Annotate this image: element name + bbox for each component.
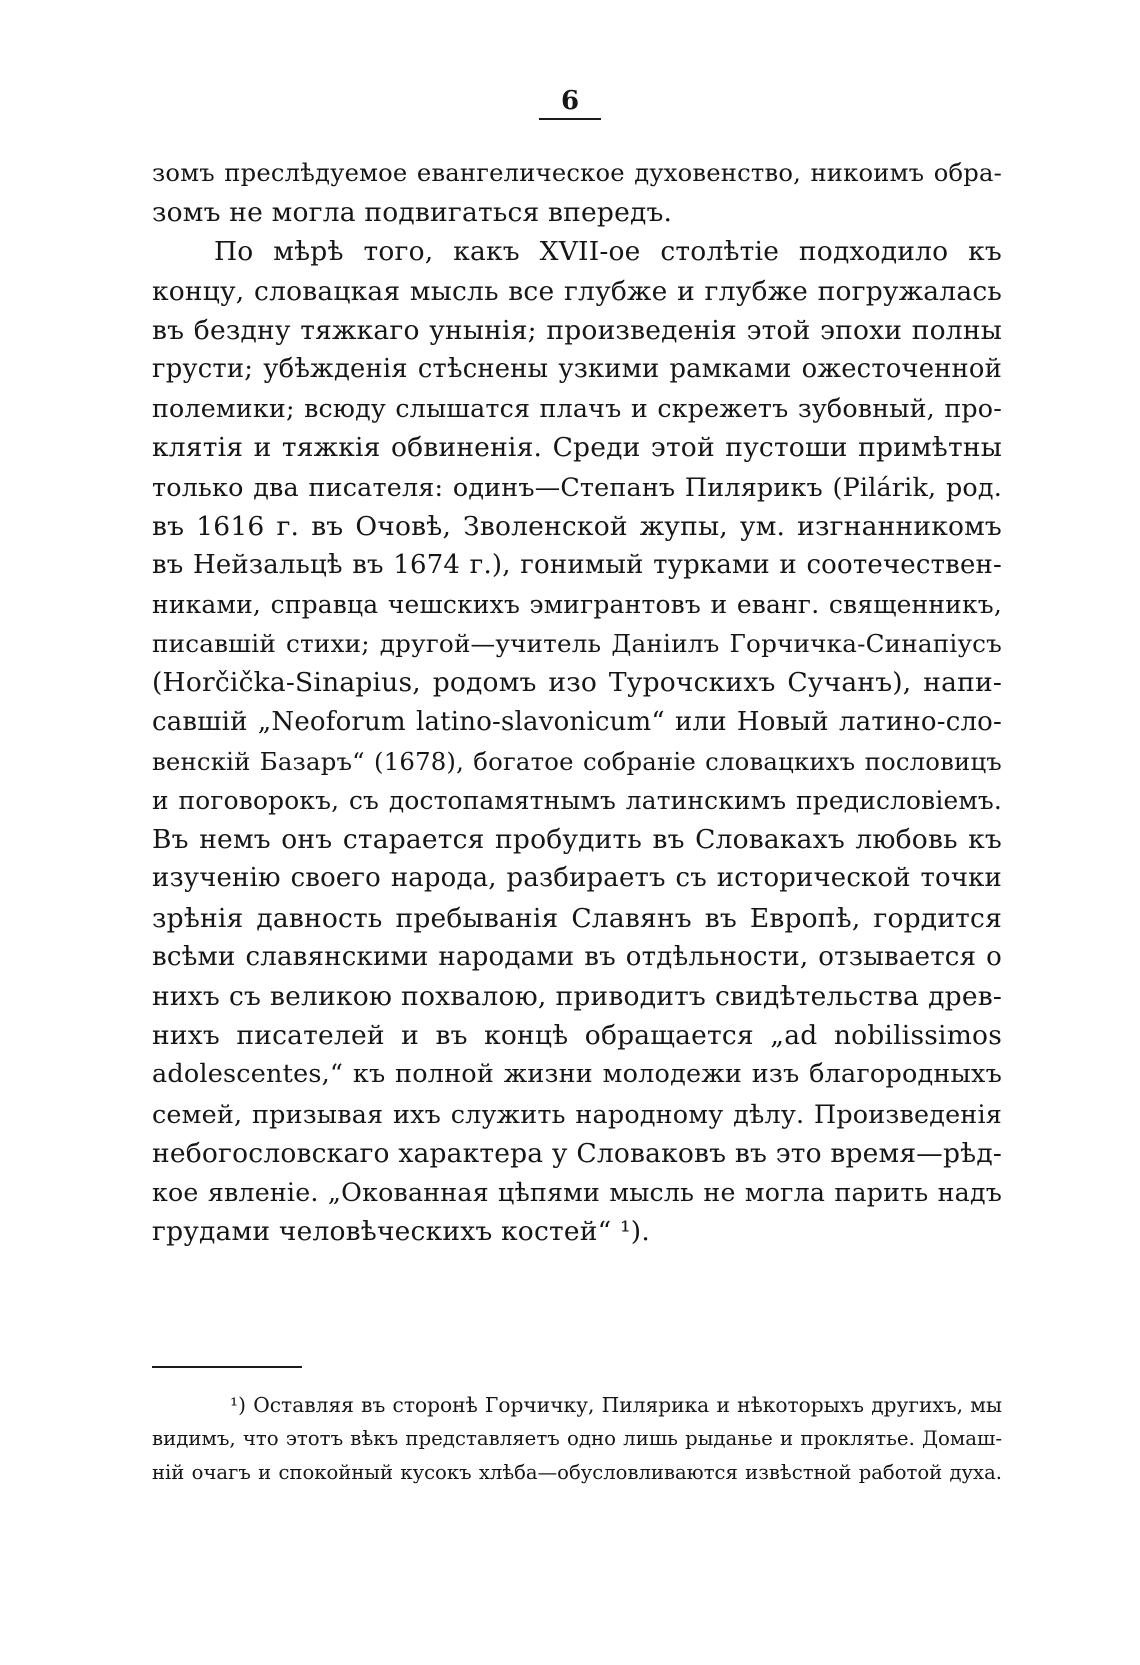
page-number-underline — [539, 118, 601, 120]
text-line: изученію своего народа, разбираетъ съ исторической точки — [152, 863, 1002, 894]
text-line: въ бездну тяжкаго унынія; произведенія этой эпохи полны — [152, 314, 1002, 346]
footnote-separator — [152, 1366, 302, 1368]
text-line: и поговорокъ, съ достопамятнымъ латинскимъ предисловіемъ. — [152, 786, 1002, 815]
text-line: зрѣнія давность пребыванія Славянъ въ Европѣ, гордится — [152, 902, 1002, 934]
text-line: По мѣрѣ того, какъ XVII-ое столѣтіе подходило къ — [214, 236, 1002, 268]
text-line: (Horčička-Sinapius, родомъ изо Турочскихъ Сучанъ), напи- — [152, 667, 1002, 699]
text-line: всѣми славянскими народами въ отдѣльности, отзывается о — [152, 941, 1002, 972]
footnote-line: видимъ, что этотъ вѣкъ представляетъ одно лишь рыданье и проклятье. Домаш- — [152, 1427, 1002, 1450]
text-line: писавшій стихи; другой—учитель Даніилъ Горчичка-Синапіусъ — [152, 629, 1002, 659]
text-line: кое явленіе. „Окованная цѣпями мысль не могла парить надъ — [152, 1177, 1002, 1207]
text-line: зомъ преслѣдуемое евангелическое духовенство, никоимъ обра- — [152, 159, 1002, 187]
text-line: Въ немъ онъ старается пробудить въ Словакахъ любовь къ — [152, 824, 1002, 856]
text-line: савшій „Neoforum latino-slavonicum“ или Новый латино-сло- — [152, 706, 1002, 737]
page-number: 6 — [560, 86, 580, 116]
text-line: нихъ съ великою похвалою, приводитъ свидѣтельства древ- — [152, 980, 1002, 1012]
text-line: нихъ писателей и въ концѣ обращается „ad nobilissimos — [152, 1020, 1002, 1052]
text-line: въ 1616 г. въ Очовѣ, Зволенской жупы, ум. изгнанникомъ — [152, 510, 1002, 542]
text-line: венскій Базаръ“ (1678), богатое собраніе словацкихъ пословицъ — [152, 746, 1002, 776]
text-line: adolescentes,“ къ полной жизни молодежи изъ благородныхъ — [152, 1059, 1002, 1090]
text-line: концу, словацкая мысль все глубже и глубже погружалась — [152, 275, 1002, 307]
text-line: никами, справца чешскихъ эмигрантовъ и еванг. священникъ, — [152, 590, 1002, 620]
text-line: клятія и тяжкія обвиненія. Среди этой пустоши примѣтны — [152, 432, 1002, 464]
text-line: небогословскаго характера у Словаковъ въ это время—рѣд- — [152, 1137, 1002, 1169]
text-line: грудами человѣческихъ костей“ ¹). — [152, 1216, 650, 1248]
text-line: полемики; всюду слышатся плачъ и скрежетъ зубовный, про- — [152, 394, 1002, 424]
footnote-line: ¹) Оставляя въ сторонѣ Горчичку, Пилярика и нѣкоторыхъ другихъ, мы — [230, 1393, 1002, 1417]
page-number-block — [535, 86, 605, 120]
text-line: зомъ не могла подвигаться впередъ. — [152, 197, 673, 229]
footnote — [152, 1388, 1002, 1490]
text-line: семей, призывая ихъ служить народному дѣлу. Произведенія — [152, 1098, 1002, 1129]
text-line: въ Нейзальцѣ въ 1674 г.), гонимый турками и соотечествен- — [152, 549, 1002, 580]
text-line: грусти; убѣжденія стѣснены узкими рамками ожесточенной — [152, 353, 1002, 384]
text-line: только два писателя: одинъ—Степанъ Пилярикъ (Pilárik, род. — [152, 471, 1002, 502]
footnote-line: ній очагъ и спокойный кусокъ хлѣба—обусловливаются извѣстной работой духа. — [152, 1461, 1002, 1484]
main-text — [152, 154, 1002, 1251]
